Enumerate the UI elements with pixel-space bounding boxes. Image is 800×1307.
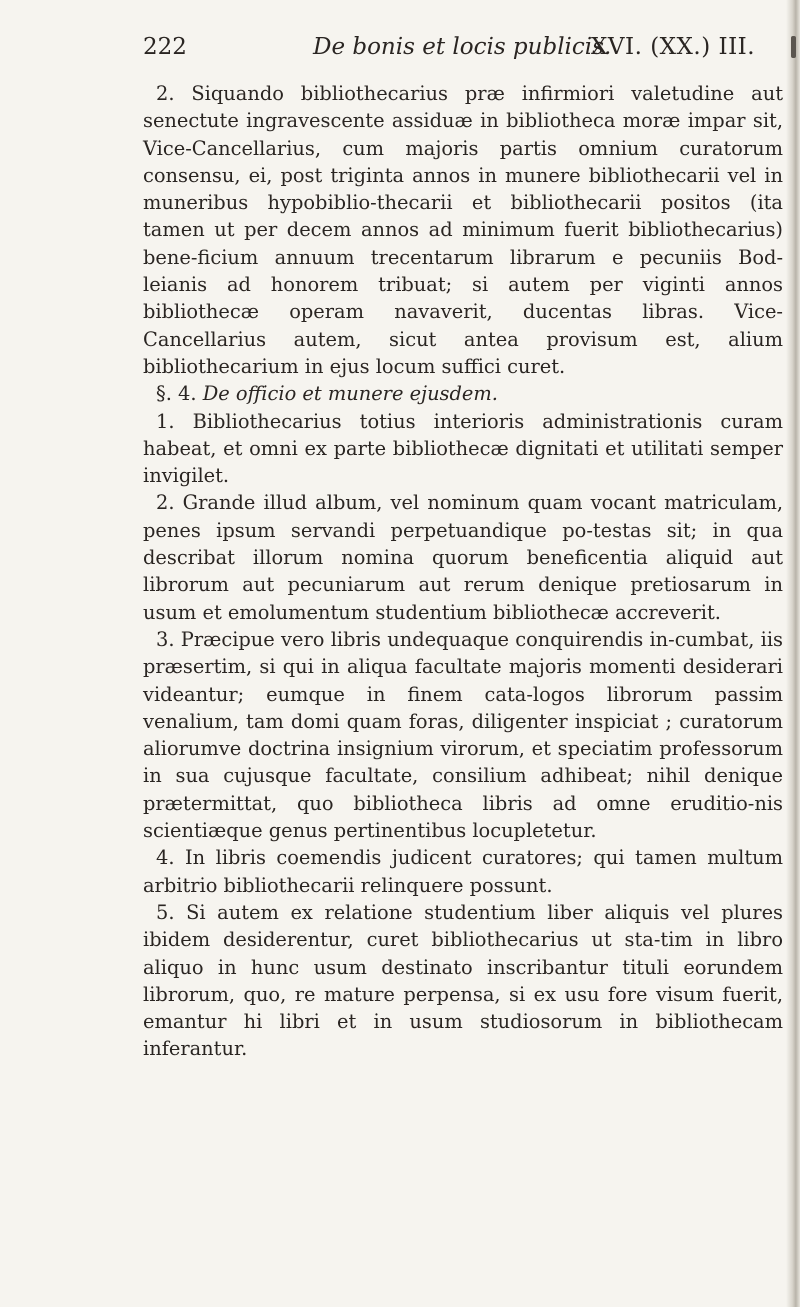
running-header	[143, 30, 783, 64]
item-5: 5. Si autem ex relatione studentium liber aliquis vel plures ibidem desiderentur, curet bibliothecarius ut sta-tim in libro aliquo in hunc usum destinato inscribantur tituli eorundem librorum, quo, re mature perpensa, si ex usu fore visum fuerit, emantur hi libri et in usum studiosorum in bibliothecam inferantur.	[143, 900, 783, 1061]
item-4: 4. In libris coemendis judicent curatores; qui tamen multum arbitrio bibliothecarii relinquere possunt.	[143, 846, 783, 897]
section-title: De officio et munere ejusdem.	[202, 382, 498, 406]
page-number: 222	[143, 34, 187, 60]
item-1: 1. Bibliothecarius totius interioris administrationis curam habeat, et omni ex parte bibliothecæ dignitati et utilitati semper invigilet.	[143, 409, 783, 488]
page-edge	[786, 0, 800, 1307]
item-3: 3. Præcipue vero libris undequaque conquirendis in-cumbat, iis præsertim, si qui in aliqua facultate majoris momenti desiderari videantur; eumque in finem cata-logos librorum passim venalium, tam domi quam foras, diligenter inspiciat ; curatorum aliorumve doctrina insignium virorum, et speciatim professorum in sua cujusque facultate, consilium adhibeat; nihil denique prætermittat, quo bibliotheca libris ad omne eruditio-nis scientiæque genus pertinentibus locupletetur.	[143, 627, 783, 843]
item-2: 2. Grande illud album, vel nominum quam vocant matriculam, penes ipsum servandi perpetuandique po-testas sit; in qua describat illorum nomina quorum beneficentia aliquid aut librorum aut pecuniarum aut rerum denique pretiosarum in usum et emolumentum studentium bibliothecæ accreverit.	[143, 491, 783, 624]
running-title: De bonis et locis publicis.	[313, 34, 612, 60]
body-text	[143, 80, 783, 1063]
paragraph-2: 2. Siquando bibliothecarius præ infirmiori valetudine aut senectute ingravescente assiduæ in bibliotheca moræ impar sit, Vice-Cancellarius, cum majoris partis omnium curatorum consensu, ei, post triginta annos in munere bibliothecarii vel in muneribus hypobiblio-thecarii et bibliothecarii positos (ita tamen ut per decem annos ad minimum fuerit bibliothecarius) bene-ficium annuum trecentarum librarum e pecuniis Bod-leianis ad honorem tribuat; si autem per viginti annos bibliothecæ operam navaverit, ducentas libras. Vice-Cancellarius autem, sicut antea provisum est, alium bibliothecarium in ejus locum suffici curet.	[143, 82, 783, 378]
section-heading	[143, 380, 783, 407]
edge-mark	[791, 36, 796, 58]
section-mark: §. 4.	[156, 382, 197, 406]
section-reference: XVI. (XX.) III.	[591, 34, 756, 60]
